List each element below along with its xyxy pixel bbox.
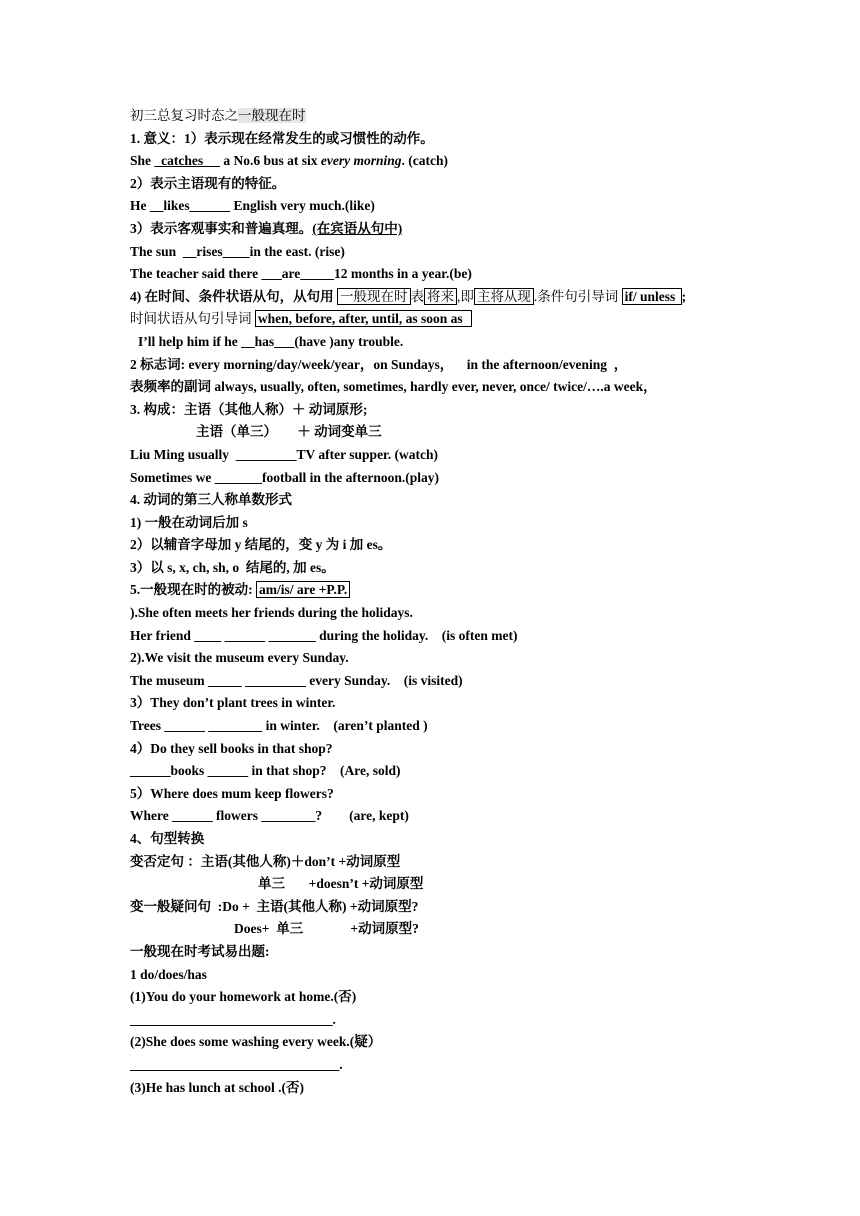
- passive-answer-1: Her friend ____ ______ _______ during the holiday. (is often met): [130, 627, 518, 643]
- section-third-person: 4. 动词的第三人称单数形式: [130, 492, 292, 508]
- boxed-term: when, before, after, until, as soon as: [255, 310, 473, 327]
- line-structure-2: 主语（单三） ＋ 动词变单三: [196, 424, 382, 440]
- boxed-term: if/ unless: [622, 288, 682, 305]
- passive-sentence-3: 3）They don’t plant trees in winter.: [130, 695, 336, 711]
- example-catch: She catches a No.6 bus at six every morning. (catch): [130, 153, 449, 169]
- line-time-clause: 时间状语从句引导词 when, before, after, until, as soon as: [130, 308, 770, 331]
- example-play: Sometimes we _______football in the afternoon.(play): [130, 469, 439, 485]
- rule-3: 3）以 s, x, ch, sh, o 结尾的, 加 es。: [130, 559, 335, 575]
- exam-question-3: (3)He has lunch at school .(否): [130, 1079, 305, 1095]
- passive-sentence-2: 2).We visit the museum every Sunday.: [130, 650, 349, 666]
- line-meaning-2: 2）表示主语现有的特征。: [130, 175, 286, 191]
- example-be: The teacher said there ___are_____12 months in a year.(be): [130, 266, 472, 282]
- passive-answer-4: ______books ______ in that shop? (Are, sold): [130, 763, 401, 779]
- title-highlight: 一般现在时: [238, 108, 306, 123]
- question-rule-2: Does+ 单三 +动词原型?: [234, 921, 419, 937]
- exam-answer-line-2: _______________________________.: [130, 1056, 343, 1072]
- document-body: [130, 105, 770, 1099]
- answer-blank: __rises____: [179, 243, 250, 259]
- question-rule-1: 变一般疑问句 :Do + 主语(其他人称) +动词原型?: [130, 898, 419, 914]
- passive-answer-3: Trees ______ ________ in winter. (aren’t planted ): [130, 718, 428, 734]
- rule-1: 1) 一般在动词后加 s: [130, 514, 248, 530]
- example-have: I’ll help him if he __has___(have )any trouble.: [138, 333, 404, 349]
- passive-sentence-4: 4）Do they sell books in that shop?: [130, 740, 333, 756]
- boxed-term: 将来: [424, 288, 457, 305]
- underlined-note: (在宾语从句中): [312, 220, 403, 236]
- rule-2: 2）以辅音字母加 y 结尾的，变 y 为 i 加 es。: [130, 537, 392, 553]
- boxed-term: 一般现在时: [337, 288, 411, 305]
- line-frequency-adverbs: 表频率的副词 always, usually, often, sometimes, hardly ever, never, once/ twice/….a week，: [130, 379, 657, 395]
- answer-blank: ___are_____: [261, 266, 334, 282]
- passive-sentence-5: 5）Where does mum keep flowers?: [130, 785, 334, 801]
- boxed-term: am/is/ are +P.P.: [256, 581, 350, 598]
- section-transform: 4、句型转换: [130, 831, 205, 846]
- line-structure-1: 3. 构成：主语（其他人称）＋ 动词原形;: [130, 401, 368, 417]
- doc-title: 初三总复习时态之一般现在时: [130, 108, 306, 123]
- example-rise: The sun __rises____in the east. (rise): [130, 243, 345, 259]
- line-signal-words: 2 标志词: every morning/day/week/year，on Sundays， in the afternoon/evening ，: [130, 356, 628, 372]
- answer-blank: _________: [232, 446, 297, 462]
- section-passive: 5.一般现在时的被动: am/is/ are +P.P.: [130, 579, 770, 602]
- exam-subheading: 1 do/does/has: [130, 966, 207, 982]
- negative-rule-1: 变否定句 ：主语(其他人称)＋don’t +动词原型: [130, 853, 401, 869]
- passive-answer-5: Where ______ flowers ________? (are, kept): [130, 808, 409, 824]
- section-exam: 一般现在时考试易出题:: [130, 943, 270, 959]
- example-like: He __likes______ English very much.(like): [130, 198, 375, 214]
- line-meaning-3: 3）表示客观事实和普遍真理。(在宾语从句中): [130, 220, 403, 236]
- exam-question-2: (2)She does some washing every week.(疑）: [130, 1034, 382, 1050]
- answer-blank: __has___: [241, 333, 295, 349]
- negative-rule-2: 单三 +doesn’t +动词原型: [258, 876, 424, 892]
- answer-blank: __likes______: [149, 198, 231, 214]
- example-watch: Liu Ming usually _________TV after supper. (watch): [130, 446, 439, 462]
- exam-answer-line-1: ______________________________.: [130, 1011, 336, 1027]
- exam-question-1: (1)You do your homework at home.(否): [130, 989, 357, 1005]
- passive-sentence-1: ).She often meets her friends during the holidays.: [130, 605, 413, 621]
- line-clause-rule: 4) 在时间、条件状语从句，从句用 一般现在时 表 将来 ,即 主将从现 .条件句引导词 if/ unless ;: [130, 288, 687, 304]
- passive-answer-2: The museum _____ _________ every Sunday. (is visited): [130, 672, 463, 688]
- boxed-term: 主将从现: [474, 288, 534, 305]
- answer-blank: catches: [154, 153, 220, 169]
- line-meaning-1: 1. 意义：1）表示现在经常发生的或习惯性的动作。: [130, 130, 434, 146]
